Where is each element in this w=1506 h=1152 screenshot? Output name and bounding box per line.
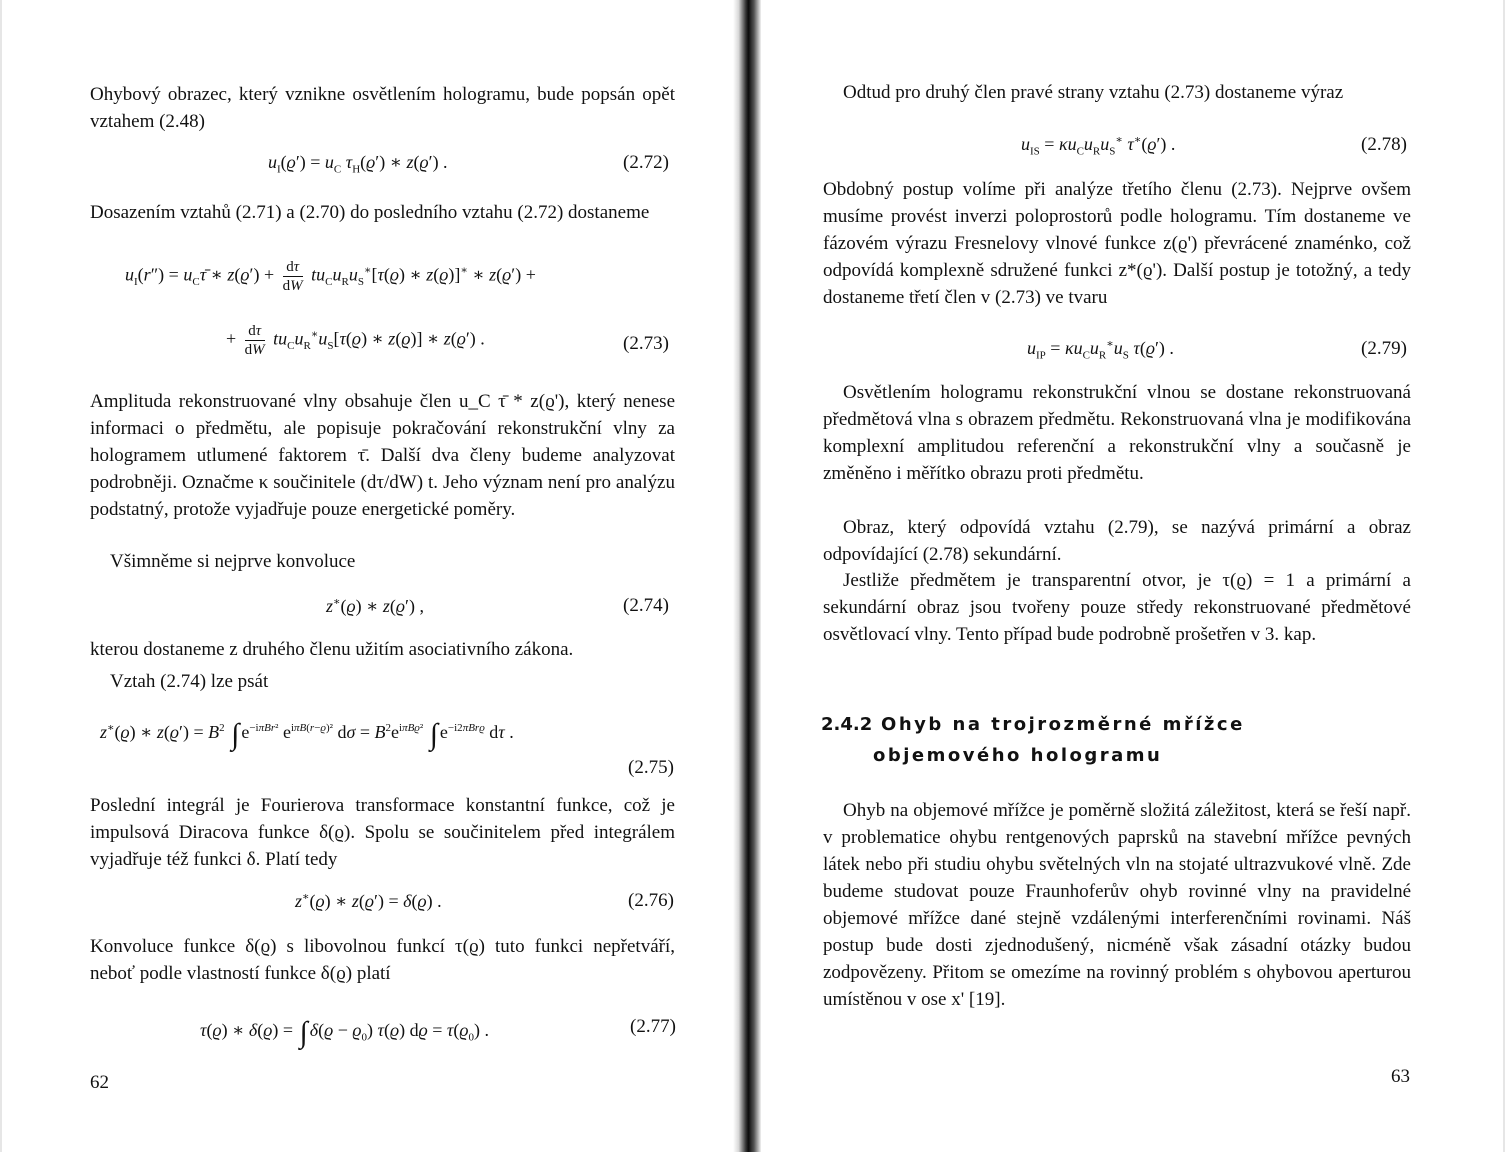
right-paragraph-6: Ohyb na objemové mřížce je poměrně složitá záležitost, která se řeší např. v problematice ohybu rentgenových paprsků na stavební mřížce pevných látek nebo při studiu ohybu světelných vln na stojaté ultrazvukové vlně. Zde budeme studovat pouze Fraunhoferův ohyb rovinné vlny na pravidelné objemové mřížce dané stejně vzdálenými interferenčními rovinami. Náš postup bude dosti zjednodušený, nicméně však zásadní otázky budou zodpovězeny. Přitom se omezíme na rovinný problém s ohybovou aperturou umístěnou v ose x' [19].	[823, 800, 1411, 1010]
left-paragraph-7: Poslední integrál je Fourierova transformace konstantní funkce, což je impulsová Diracova funkce δ(ϱ). Spolu se součinitelem před integrálem vyjadřuje též funkci δ. Platí tedy	[90, 795, 675, 870]
equation-label-2-72: (2.72)	[623, 152, 669, 173]
right-paragraph-5: Jestliže předmětem je transparentní otvor, je τ(ϱ) = 1 a primární a sekundární obraz jsou tvořeny pouze středy rekonstruované předmětové osvětlovací vlny. Tento případ bude podrobně prošetřen v 3. kap.	[823, 570, 1411, 645]
right-paragraph-3: Osvětlením hologramu rekonstrukční vlnou se dostane rekonstruovaná předmětová vlna s obrazem předmětu. Rekonstruovaná vlna je modifikována komplexní amplitudou referenční a rekonstrukční vlny a současně je změněno i měřítko obrazu proti předmětu.	[823, 382, 1411, 484]
left-paragraph-8: Konvoluce funkce δ(ϱ) s libovolnou funkcí τ(ϱ) tuto funkci nepřetváří, neboť podle vlastností funkce δ(ϱ) platí	[90, 936, 675, 984]
left-paragraph-2: Dosazením vztahů (2.71) a (2.70) do posledního vztahu (2.72) dostaneme	[90, 202, 650, 223]
equation-label-2-79: (2.79)	[1361, 338, 1407, 359]
right-paragraph-2: Obdobný postup volíme při analýze třetího členu (2.73). Nejprve ovšem musíme provést inverzi poloprostorů podle hologramu. Tím dostaneme ve fázovém výrazu Fresnelovy vlnové funkce z(ϱ') převrácené znaménko, což odpovídá komplexně sdružené funkci z*(ϱ'). Další postup je totožný, a tedy dostaneme třetí člen v (2.73) ve tvaru	[823, 179, 1411, 308]
equation-2-77: τ(ϱ) ∗ δ(ϱ) = ∫ $\delta(ϱ - ϱ_0)$ τ(ϱ) $dϱ = \tau(ϱ_0)$ .	[200, 1016, 490, 1049]
left-paragraph-1: Ohybový obrazec, který vznikne osvětlením hologramu, bude popsán opět vztahem (2.48)	[90, 84, 675, 132]
equation-2-73-line-2: + $\frac{d\tau}{dW}$ $tu_Cu_R^∗u_S[\tau(ϱ)$ ∗ z(ϱ)] ∗ z(ϱ′) .	[226, 323, 485, 358]
equation-2-72: $u_I(ϱ') = u_C$ $\tau_H(ϱ')$ ∗ z(ϱ′) .	[268, 152, 448, 176]
equation-2-74: z∗(ϱ) ∗ z(ϱ′) ,	[326, 596, 424, 616]
section-heading	[821, 714, 1245, 735]
section-title-line-1: Ohyb na trojrozměrné mřížce	[881, 714, 1245, 735]
equation-label-2-77: (2.77)	[630, 1016, 676, 1037]
left-paragraph-5: kterou dostaneme z druhého členu užitím asociativního zákona.	[90, 639, 574, 660]
left-page	[0, 0, 735, 1152]
equation-label-2-76: (2.76)	[628, 890, 674, 911]
equation-label-2-73: (2.73)	[623, 333, 669, 354]
page-number-left: 62	[90, 1072, 109, 1093]
equation-label-2-75: (2.75)	[628, 757, 674, 778]
section-title-line-2: objemového hologramu	[873, 745, 1163, 766]
right-paragraph-4: Obraz, který odpovídá vztahu (2.79), se nazývá primární a obraz odpovídající (2.78) sekundární.	[823, 517, 1411, 565]
left-paragraph-4: Všimněme si nejprve konvoluce	[110, 551, 356, 572]
equation-2-75: z∗(ϱ) ∗ $z(ϱ') = B^2$ ∫ $e^{-i\pi Br^2}$ $e^{i\pi B(r-ϱ)^2}$ $d\sigma = B^2e^{i\pi Bϱ^2}$ ∫ $e^{-i2\pi Brϱ}$ dτ .	[100, 718, 514, 751]
section-number: 2.4.2	[821, 714, 873, 735]
right-page	[765, 0, 1506, 1152]
equation-2-76: z∗(ϱ) ∗ z(ϱ′) = δ(ϱ) .	[295, 891, 442, 911]
equation-2-79: $u_{IP} = \kappa u_Cu_R^∗u_S$ τ(ϱ′) .	[1027, 338, 1174, 362]
right-paragraph-1: Odtud pro druhý člen pravé strany vztahu (2.73) dostaneme výraz	[843, 82, 1344, 103]
page-number-right: 63	[1391, 1066, 1410, 1087]
equation-label-2-78: (2.78)	[1361, 134, 1407, 155]
equation-2-73-line-1: $u_I(r'')$ = $u_C\taū$ ∗ z(ϱ′) + $\frac{d\tau}{dW}$ $tu_Cu_Ru_S^∗[\tau(ϱ)$ ∗ z(ϱ)]∗ ∗ z(ϱ′) +	[125, 259, 536, 294]
left-paragraph-6: Vztah (2.74) lze psát	[110, 671, 269, 692]
equation-label-2-74: (2.74)	[623, 595, 669, 616]
book-gutter	[733, 0, 761, 1152]
left-paragraph-3: Amplituda rekonstruované vlny obsahuje člen u_C τ̄ * z(ϱ'), který nenese informaci o předmětu, ale popisuje pokračování rekonstrukční vlny za hologramem utlumené faktorem τ̄. Další dva členy budeme analyzovat podrobněji. Označme κ součinitele (dτ/dW) t. Jeho význam není pro analýzu podstatný, protože vyjadřuje pouze energetické poměry.	[90, 391, 675, 520]
equation-2-78: $u_{IS} = \kappa u_Cu_Ru_S^∗$ τ∗(ϱ′) .	[1021, 134, 1176, 158]
